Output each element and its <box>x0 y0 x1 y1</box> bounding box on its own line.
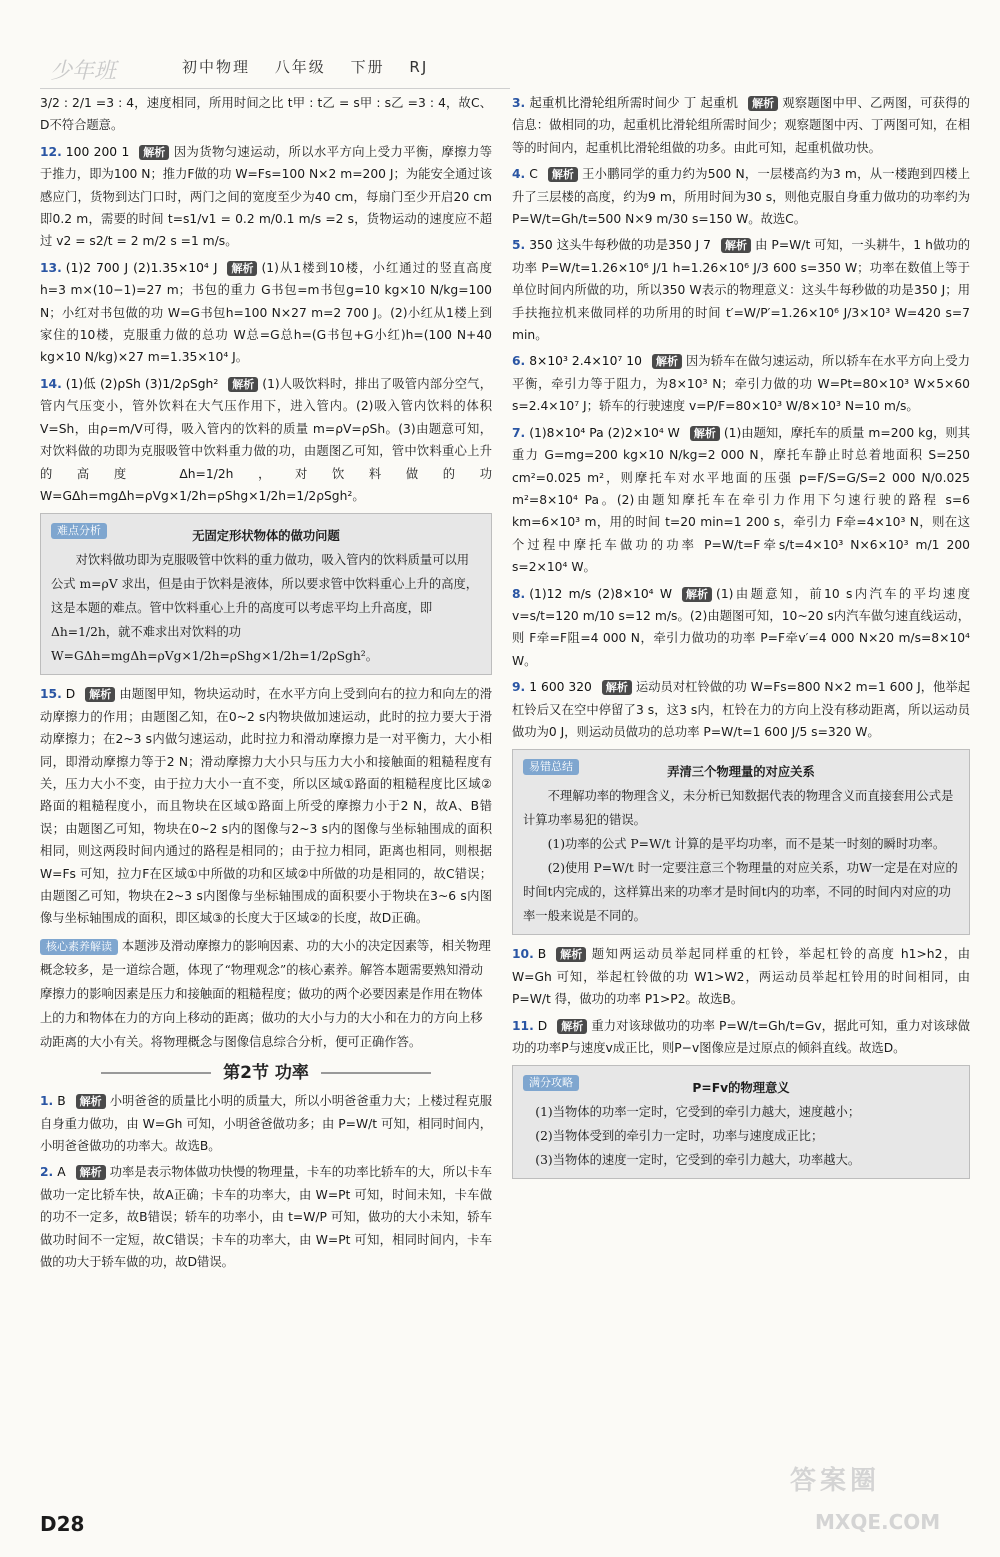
question-number: 15. <box>40 687 62 702</box>
answer-value: (1)低 (2)ρSh (3)1/2ρSgh² <box>65 376 219 391</box>
answer-item <box>512 92 970 159</box>
answer-value: B <box>537 947 547 962</box>
core-label: 核心素养解读 <box>40 939 118 955</box>
watermark-logo: 答案圈 <box>790 1466 881 1496</box>
analysis-text: 因为轿车在做匀速运动，所以轿车在水平方向上受力平衡，牵引力等于阻力，为8×10³ N；牵引力做的功 W=Pt=80×10³ W×5×60 s=2.4×10⁷ J；轿车的行驶速度 v=P/F=80×10³ W/8×10³ N=10 m/s。 <box>512 354 970 414</box>
answer-item <box>40 257 492 369</box>
header-grade: 八年级 <box>274 58 326 76</box>
answer-item <box>40 1161 492 1273</box>
analysis-tag: 解析 <box>748 96 778 111</box>
analysis-text: 王小鹏同学的重力约为500 N，一层楼高约为3 m，从一楼跑到四楼上升了三层楼的高度，约为9 m，所用时间为30 s，则他克服自身重力做功的功率约为 P=W/t=Gh/t=500 N×9 m/30 s=150 W。故选C。 <box>512 167 970 227</box>
analysis-text: (1)人吸饮料时，排出了吸管内部分空气，管内气压变小，管外饮料在大气压作用下，进入管内。(2)吸入管内饮料的体积V=Sh，由ρ=m/V可得，吸入管内的饮料的质量 m=ρV=ρSh。(3)由题意可知，对饮料做的功即为克服吸管中饮料重力做的功，由题图乙可知，管中饮料重心上升的高度 Δh=1/2h，对饮料做的功 W=GΔh=mgΔh=ρVg×1/2h=ρShg×1/2h=1/2ρSgh²。 <box>40 376 492 503</box>
box-title: 无固定形状物体的做功问题 <box>192 529 340 544</box>
book-logo: 少年班 <box>50 59 117 84</box>
answer-item <box>512 422 970 579</box>
analysis-tag: 解析 <box>76 1165 106 1180</box>
analysis-tag: 解析 <box>548 167 578 182</box>
box-title: P=Fv的物理意义 <box>692 1081 790 1096</box>
core-text: 本题涉及滑动摩擦力的影响因素、功的大小的决定因素等，相关物理概念较多，是一道综合题，体现了“物理观念”的核心素养。解答本题需要熟知滑动摩擦力的影响因素是压力和接触面的粗糙程度；做功的两个必要因素是作用在物体上的力和物体在力的方向上移动的距离；做功的大小与力的大小和在力的方向上移动距离的大小有关。将物理概念与图像信息综合分析，便可正确作答。 <box>40 938 491 1049</box>
answer-value: B <box>57 1094 66 1109</box>
difficulty-analysis-box <box>40 513 492 675</box>
answer-item <box>512 583 970 673</box>
question-number: 13. <box>40 260 62 275</box>
analysis-text: 3/2 : 2/1 =3 : 4，速度相同，所用时间之比 t甲 : t乙 = s甲 : s乙 =3 : 4，故C、D不符合题意。 <box>40 96 492 133</box>
analysis-tag: 解析 <box>602 680 632 695</box>
header-info <box>182 56 446 77</box>
question-number: 14. <box>40 376 62 391</box>
section-title: 第2节 功率 <box>40 1062 492 1084</box>
question-number: 8. <box>512 586 526 601</box>
header-edition: RJ <box>409 58 429 76</box>
analysis-text: 运动员对杠铃做的功 W=Fs=800 N×2 m=1 600 J，他举起杠铃后又在空中停留了3 s，这3 s内，杠铃在力的方向上没有移动距离，所以运动员做功为0 J，则运动员做功的总功率 P=W/t=1 600 J/5 s=320 W。 <box>512 680 970 739</box>
box-point-1: (1)功率的公式 P=W/t 计算的是平均功率，而不是某一时刻的瞬时功率。 <box>547 837 946 852</box>
question-number: 12. <box>40 144 62 159</box>
answer-item <box>512 676 970 743</box>
box-line-2: (2)当物体受到的牵引力一定时，功率与速度成正比； <box>535 1129 824 1144</box>
question-number: 10. <box>512 947 534 962</box>
answer-value: C <box>529 167 538 182</box>
answer-item <box>512 1015 970 1060</box>
question-number: 6. <box>512 354 526 369</box>
answer-item <box>512 234 970 346</box>
answer-value: 1 600 320 <box>529 680 592 695</box>
answer-value: 8×10³ 2.4×10⁷ 10 <box>529 354 642 369</box>
page-header <box>40 44 510 89</box>
question-number: 1. <box>40 1094 54 1109</box>
answer-value: A <box>57 1165 66 1180</box>
analysis-tag: 解析 <box>228 377 258 392</box>
answer-value: 起重机比滑轮组所需时间少 丁 起重机 <box>529 96 739 110</box>
answer-value: (1)2 700 J (2)1.35×10⁴ J <box>65 260 218 275</box>
box-body: 不理解功率的物理含义，未分析已知数据代表的物理含义而直接套用公式是计算功率易犯的错误。 <box>523 789 954 828</box>
right-column <box>512 92 970 1187</box>
box-line-1: (1)当物体的功率一定时，它受到的牵引力越大，速度越小； <box>535 1105 861 1120</box>
header-volume: 下册 <box>350 58 385 76</box>
question-number: 7. <box>512 425 526 440</box>
box-line-3: (3)当物体的速度一定时，它受到的牵引力越大，功率越大。 <box>535 1153 861 1168</box>
question-number: 3. <box>512 96 526 110</box>
analysis-tag: 解析 <box>690 426 720 441</box>
answer-item <box>40 1090 492 1157</box>
analysis-text: 功率是表示物体做功快慢的物理量，卡车的功率比轿车的大，所以卡车做功一定比轿车快，故A正确；卡车的功率大，由 W=Pt 可知，时间未知，卡车做的功不一定多，故B错误；轿车的功率小，由 t=W/P 可知，做功的大小未知，轿车做功时间不一定短，故C错误；卡车的功率大，由 W=Pt 可知，相同时间内，卡车做的功大于轿车做的功，故D错误。 <box>40 1165 492 1270</box>
analysis-text: 由 P=W/t 可知，一头耕牛，1 h做功的功率 P=W/t=1.26×10⁶ J/1 h=1.26×10⁶ J/3 600 s=350 W；功率在数值上等于单位时间内所做的功，所以350 W表示的物理意义：这头牛每秒做的功是350 J；用手扶拖拉机来做同样的功所用的时间 t′=W/P′=1.26×10⁶ J/3×10³ W=420 s=7 min。 <box>512 238 971 343</box>
box-label: 难点分析 <box>51 523 107 539</box>
page-number: D28 <box>40 1512 85 1536</box>
answer-item <box>40 92 492 137</box>
analysis-tag: 解析 <box>557 1019 587 1034</box>
analysis-tag: 解析 <box>682 587 712 602</box>
core-literacy-note <box>40 934 492 1054</box>
analysis-text: 小明爸爸的质量比小明的质量大，所以小明爸爸重力大；上楼过程克服自身重力做功，由 W=Gh 可知，小明爸爸做功多；由 P=W/t 可知，相同时间内，小明爸爸做功的功率大。故选B。 <box>40 1094 492 1153</box>
answer-value: 100 200 1 <box>65 144 130 159</box>
analysis-text: 重力对该球做功的功率 P=W/t=Gh/t=Gv，据此可知，重力对该球做功的功率P与速度v成正比，则P−v图像应是过原点的倾斜直线。故选D。 <box>512 1018 970 1055</box>
answer-value: (1)8×10⁴ Pa (2)2×10⁴ W <box>529 425 680 440</box>
analysis-text: 因为货物匀速运动，所以水平方向上受力平衡，摩擦力等于推力，即为100 N；推力F做的功 W=Fs=100 N×2 m=200 J；为能安全通过该感应门，货物到达门口时，两门之间的宽度至少为40 cm，每扇门至少开启20 cm即0.2 m，需要的时间 t=s1/v1 = 0.2 m/0.1 m/s =2 s，货物运动的速度应不超过 v2 = s2/t = 2 m/2 s =1 m/s。 <box>40 144 492 249</box>
answer-item <box>512 163 970 230</box>
watermark-url: MXQE.COM <box>815 1510 941 1534</box>
box-label: 易错总结 <box>523 759 579 775</box>
box-label: 满分攻略 <box>523 1075 579 1091</box>
answer-item <box>40 683 492 929</box>
answer-item <box>512 943 970 1010</box>
answer-value: D <box>65 687 76 702</box>
common-mistakes-box <box>512 749 970 935</box>
analysis-tag: 解析 <box>721 238 751 253</box>
analysis-tag: 解析 <box>227 261 257 276</box>
header-subject: 初中物理 <box>182 58 251 76</box>
analysis-text: 题知两运动员举起同样重的杠铃，举起杠铃的高度 h1>h2，由 W=Gh 可知，举起杠铃做的功 W1>W2，两运动员举起杠铃用的时间相同，由 P=W/t 得，做功的功率 P1>P2。故选B。 <box>512 947 970 1007</box>
full-score-strategy-box <box>512 1065 970 1179</box>
analysis-tag: 解析 <box>556 947 586 962</box>
answer-item <box>512 350 970 417</box>
answer-value: 350 这头牛每秒做的功是350 J 7 <box>529 238 711 253</box>
answer-value: (1)12 m/s (2)8×10⁴ W <box>529 586 673 601</box>
analysis-text: (1)从1楼到10楼，小红通过的竖直高度 h=3 m×(10−1)=27 m；书包的重力 G书包=m书包g=10 kg×10 N/kg=100 N；小红对书包做的功 W=G书包h=100 N×27 m=2 700 J。(2)小红从1楼上到家住的10楼，克服重力做的总功 W总=G总h=(G书包+G小红)h=(100 N+40 kg×10 N/kg)×27 m=1.35×10⁴ J。 <box>40 260 492 365</box>
question-number: 9. <box>512 680 526 695</box>
question-number: 11. <box>512 1018 534 1033</box>
analysis-tag: 解析 <box>85 687 115 702</box>
analysis-text: 由题图甲知，物块运动时，在水平方向上受到向右的拉力和向左的滑动摩擦力的作用；由题图乙知，在0~2 s内物块做加速运动，此时的拉力要大于滑动摩擦力；在2~3 s内做匀速运动，此时拉力和滑动摩擦力是一对平衡力，大小相同，即滑动摩擦力等于2 N；滑动摩擦力大小只与压力大小和接触面的粗糙程度有关，压力大小不变，由于拉力大小一直不变，所以区域①路面的粗糙程度比区域②路面的粗糙程度小，而且物块在区域①路面上所受的摩擦力小于2 N，故A、B错误；由题图乙可知，物块在0~2 s内的图像与2~3 s内的图像与坐标轴围成的面积相同，则这两段时间内通过的路程是相同的；由于拉力相同，距离也相同，则根据 W=Fs 可知，拉力F在区域①中所做的功和区域②中所做的功是相同的，故C错误；由题图乙可知，物块在2~3 s内图像与坐标轴围成的面积要小于物块在3~6 s内图像与坐标轴围成的面积，即区域③的长度大于区域②的长度，故D正确。 <box>40 687 492 926</box>
analysis-text: 观察题图中甲、乙两图，可获得的信息：做相同的功，起重机比滑轮组所需时间少；观察题图中丙、丁两图可知，在相等的时间内，起重机比滑轮组做的功多。由此可知，起重机做功快。 <box>512 96 970 155</box>
box-title: 弄清三个物理量的对应关系 <box>667 765 815 780</box>
answer-item <box>40 373 492 507</box>
left-column <box>40 92 492 1277</box>
analysis-text: (1)由题意知，前10 s内汽车的平均速度 v=s/t=120 m/10 s=12 m/s。(2)由题图可知，10~20 s内汽车做匀速直线运动，则 F牵=F阻=4 000 N，牵引力做功的功率 P=F牵v′=4 000 N×20 m/s=8×10⁴ W。 <box>512 586 970 668</box>
question-number: 2. <box>40 1165 54 1180</box>
analysis-tag: 解析 <box>652 354 682 369</box>
question-number: 4. <box>512 167 526 182</box>
analysis-tag: 解析 <box>76 1094 106 1109</box>
question-number: 5. <box>512 238 526 253</box>
answer-value: D <box>537 1018 548 1033</box>
box-body: 对饮料做功即为克服吸管中饮料的重力做功，吸入管内的饮料质量可以用公式 m=ρV 求出，但是由于饮料是液体，所以要求管中饮料重心上升的高度，这是本题的难点。管中饮料重心上升的高度可以考虑平均上升高度，即 Δh=1/2h，就不难求出对饮料的功 W=GΔh=mgΔh=ρVg×1/2h=ρShg×1/2h=1/2ρSgh²。 <box>51 553 479 664</box>
box-point-2: (2)使用 P=W/t 时一定要注意三个物理量的对应关系，功W一定是在对应的时间t内完成的，这样算出来的功率才是时间t内的功率，不同的时间内对应的功率一般来说是不同的。 <box>523 861 958 924</box>
analysis-text: (1)由题知，摩托车的质量 m=200 kg，则其重力 G=mg=200 kg×10 N/kg=2 000 N，摩托车静止时总着地面积 S=250 cm²=0.025 m²，则摩托车对水平地面的压强 p=F/S=G/S=2 000 N/0.025 m²=8×10⁴ Pa。(2)由题知摩托车在牵引力作用下匀速行驶的路程 s=6 km=6×10³ m，用的时间 t=20 min=1 200 s，牵引力 F牵=4×10³ N，则在这个过程中摩托车做功的功率 P=W/t=F牵s/t=4×10³ N×6×10³ m/1 200 s=2×10⁴ W。 <box>512 425 971 575</box>
analysis-tag: 解析 <box>139 145 169 160</box>
answer-item <box>40 141 492 253</box>
